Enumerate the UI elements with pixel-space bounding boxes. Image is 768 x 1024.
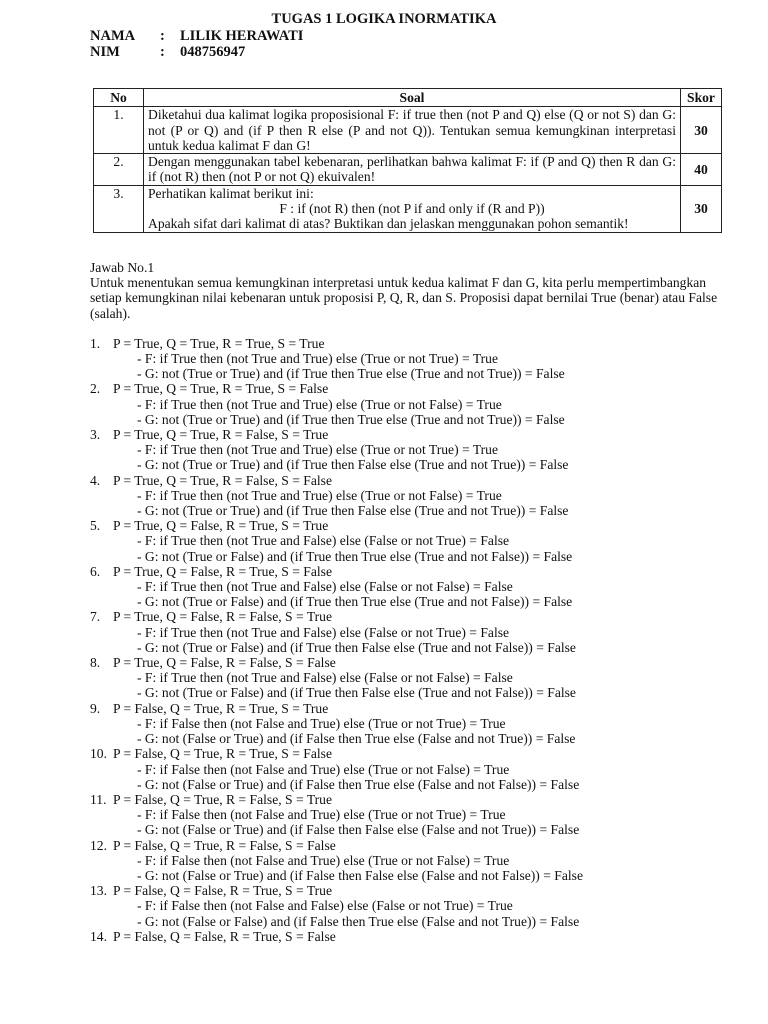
item-g-eval: - G: not (False or True) and (if False then True else (False and not True)) = False — [137, 731, 576, 747]
item-assignment: P = True, Q = True, R = True, S = False — [113, 381, 329, 397]
list-item — [90, 883, 730, 929]
list-item — [90, 792, 730, 838]
item-f-eval: - F: if False then (not False and True) else (True or not False) = True — [137, 852, 510, 868]
item-g-eval: - G: not (True or False) and (if True then False else (True and not False)) = False — [137, 639, 576, 655]
header-skor: Skor — [681, 89, 722, 107]
item-g-eval: - G: not (False or True) and (if False then False else (False and not True)) = False — [137, 822, 580, 838]
name-label: NAMA — [90, 28, 136, 44]
item-assignment: P = True, Q = False, R = True, S = False — [113, 563, 333, 579]
list-item — [90, 427, 730, 473]
table-row — [94, 154, 722, 186]
nim-value: 048756947 — [180, 44, 246, 60]
name-row — [90, 28, 303, 45]
item-assignment: P = True, Q = True, R = False, S = True — [113, 427, 329, 443]
item-assignment: P = True, Q = False, R = False, S = False — [113, 655, 336, 671]
row-no: 1. — [94, 107, 144, 154]
item-f-eval: - F: if True then (not True and True) else (True or not True) = True — [137, 351, 499, 367]
row-no: 2. — [94, 154, 144, 186]
item-number: 14. — [90, 928, 107, 944]
item-g-eval: - G: not (True or True) and (if True then False else (True and not True)) = False — [137, 503, 569, 519]
list-item — [90, 929, 730, 944]
item-number: 5. — [90, 518, 101, 534]
list-item — [90, 518, 730, 564]
item-assignment: P = False, Q = False, R = True, S = False — [113, 928, 336, 944]
item-assignment: P = True, Q = True, R = False, S = False — [113, 472, 333, 488]
item-number: 11. — [90, 791, 107, 807]
question-table — [93, 88, 722, 233]
list-item — [90, 746, 730, 792]
list-item — [90, 838, 730, 884]
item-f-eval: - F: if True then (not True and False) else (False or not True) = False — [137, 533, 510, 549]
item-g-eval: - G: not (False or False) and (if False then True else (False and not True)) = False — [137, 913, 580, 929]
item-f-eval: - F: if True then (not True and False) else (False or not True) = False — [137, 624, 510, 640]
item-number: 7. — [90, 609, 101, 625]
row-question: Dengan menggunakan tabel kebenaran, perlihatkan bahwa kalimat F: if (P and Q) then R dan G: if (not R) then (not P or not Q) ekuivalen! — [144, 154, 681, 186]
item-g-eval: - G: not (True or True) and (if True then True else (True and not True)) = False — [137, 411, 565, 427]
header-no: No — [94, 89, 144, 107]
list-item — [90, 609, 730, 655]
row-score: 30 — [681, 185, 722, 232]
item-assignment: P = False, Q = True, R = True, S = False — [113, 746, 333, 762]
table-header-row — [94, 89, 722, 107]
table-row — [94, 107, 722, 154]
list-item — [90, 655, 730, 701]
nim-separator: : — [160, 44, 165, 60]
item-assignment: P = True, Q = True, R = True, S = True — [113, 335, 325, 351]
item-number: 12. — [90, 837, 107, 853]
item-assignment: P = False, Q = False, R = True, S = True — [113, 883, 333, 899]
item-f-eval: - F: if True then (not True and True) else (True or not False) = True — [137, 487, 502, 503]
nim-label: NIM — [90, 44, 120, 60]
row-no: 3. — [94, 185, 144, 232]
item-number: 3. — [90, 427, 101, 443]
question-line: Apakah sifat dari kalimat di atas? Buktikan dan jelaskan menggunakan pohon semantik! — [148, 216, 629, 232]
item-g-eval: - G: not (True or True) and (if True then True else (True and not True)) = False — [137, 366, 565, 382]
item-f-eval: - F: if False then (not False and True) else (True or not True) = True — [137, 715, 506, 731]
row-question: Diketahui dua kalimat logika proposisional F: if true then (not P and Q) else (Q or not S) dan G: not (P or Q) and (if P then R else (P and not Q)). Tentukan semua kemungkinan interpretasi untuk kedua kalimat F dan G! — [144, 107, 681, 154]
item-g-eval: - G: not (True or False) and (if True then True else (True and not False)) = False — [137, 548, 573, 564]
item-f-eval: - F: if True then (not True and True) else (True or not False) = True — [137, 396, 502, 412]
item-f-eval: - F: if False then (not False and True) else (True or not True) = True — [137, 807, 506, 823]
list-item — [90, 564, 730, 610]
item-number: 4. — [90, 472, 101, 488]
list-item — [90, 381, 730, 427]
document-title: TUGAS 1 LOGIKA INORMATIKA — [271, 11, 497, 27]
item-assignment: P = True, Q = False, R = True, S = True — [113, 518, 329, 534]
nim-row — [90, 44, 245, 61]
item-g-eval: - G: not (True or False) and (if True then False else (True and not False)) = False — [137, 685, 576, 701]
name-value: LILIK HERAWATI — [180, 28, 304, 44]
row-score: 40 — [681, 154, 722, 186]
answer-intro: Untuk menentukan semua kemungkinan interpretasi untuk kedua kalimat F dan G, kita perlu mempertimbangkan setiap kemungkinan nilai kebenaran untuk proposisi P, Q, R, dan S. Proposisi dapat bernilai True (benar) atau False (salah). — [90, 275, 718, 321]
question-formula: F : if (not R) then (not P if and only if (R and P)) — [279, 201, 545, 217]
list-item — [90, 701, 730, 747]
item-f-eval: - F: if False then (not False and True) else (True or not False) = True — [137, 761, 510, 777]
item-number: 13. — [90, 883, 107, 899]
item-g-eval: - G: not (True or False) and (if True then True else (True and not False)) = False — [137, 594, 573, 610]
item-assignment: P = True, Q = False, R = False, S = True — [113, 609, 333, 625]
item-number: 8. — [90, 655, 101, 671]
table-row — [94, 185, 722, 232]
list-item — [90, 473, 730, 519]
item-number: 1. — [90, 335, 101, 351]
item-number: 9. — [90, 700, 101, 716]
item-g-eval: - G: not (True or True) and (if True then False else (True and not True)) = False — [137, 457, 569, 473]
item-f-eval: - F: if True then (not True and False) else (False or not False) = False — [137, 579, 513, 595]
item-assignment: P = False, Q = True, R = False, S = False — [113, 837, 336, 853]
item-f-eval: - F: if True then (not True and False) else (False or not False) = False — [137, 670, 513, 686]
answer-section — [90, 260, 730, 944]
item-number: 6. — [90, 563, 101, 579]
question-line: Perhatikan kalimat berikut ini: — [148, 185, 314, 201]
header-soal: Soal — [144, 89, 681, 107]
item-number: 10. — [90, 746, 107, 762]
row-score: 30 — [681, 107, 722, 154]
item-assignment: P = False, Q = True, R = False, S = True — [113, 791, 333, 807]
list-item — [90, 336, 730, 382]
row-question — [144, 185, 681, 232]
item-g-eval: - G: not (False or True) and (if False then True else (False and not False)) = False — [137, 776, 580, 792]
item-number: 2. — [90, 381, 101, 397]
name-separator: : — [160, 28, 165, 44]
answer-heading: Jawab No.1 — [90, 260, 155, 275]
item-assignment: P = False, Q = True, R = True, S = True — [113, 700, 329, 716]
item-f-eval: - F: if False then (not False and False) else (False or not True) = True — [137, 898, 513, 914]
item-g-eval: - G: not (False or True) and (if False then False else (False and not False)) = False — [137, 867, 583, 883]
item-f-eval: - F: if True then (not True and True) else (True or not True) = True — [137, 442, 499, 458]
